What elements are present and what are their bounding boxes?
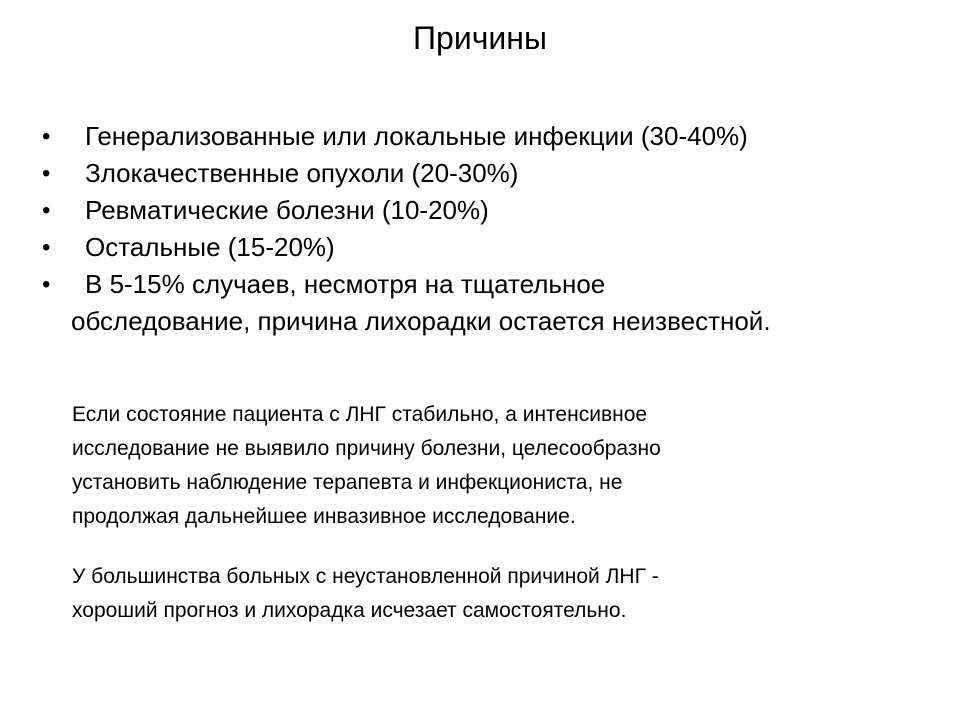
list-item-unknown-cause — [42, 266, 942, 340]
causes-list — [42, 118, 942, 340]
paragraph-line: У большинства больных с неустановленной причиной ЛНГ - — [72, 565, 659, 588]
list-item-text-line2: обследование, причина лихорадки остается неизвестной. — [71, 306, 771, 336]
recommendation-paragraph — [72, 398, 852, 534]
bullet-icon: • — [42, 234, 51, 261]
bullet-icon: • — [42, 123, 51, 150]
slide-title: Причины — [413, 20, 547, 56]
bullet-icon: • — [42, 197, 51, 224]
prognosis-paragraph — [72, 560, 852, 628]
list-item — [42, 118, 942, 155]
bullet-icon: • — [42, 271, 51, 298]
paragraph-line: Если состояние пациента с ЛНГ стабильно, а интенсивное — [72, 403, 648, 426]
list-item-text: Ревматические болезни (10-20%) — [85, 195, 489, 225]
list-item — [42, 229, 942, 266]
list-item-text: Генерализованные или локальные инфекции (30-40%) — [85, 121, 748, 151]
paragraph-line: хороший прогноз и лихорадка исчезает самостоятельно. — [72, 599, 627, 622]
list-item-text: Злокачественные опухоли (20-30%) — [85, 158, 519, 188]
list-item — [42, 192, 942, 229]
paragraph-line: исследование не выявило причину болезни, целесообразно — [72, 437, 661, 460]
paragraph-line: продолжая дальнейшее инвазивное исследование. — [72, 505, 576, 528]
list-item-text: Остальные (15-20%) — [85, 232, 335, 262]
bullet-icon: • — [42, 160, 51, 187]
list-item-text-line1: В 5-15% случаев, несмотря на тщательное — [85, 269, 606, 299]
paragraph-line: установить наблюдение терапевта и инфекциониста, не — [72, 471, 623, 494]
list-item — [42, 155, 942, 192]
